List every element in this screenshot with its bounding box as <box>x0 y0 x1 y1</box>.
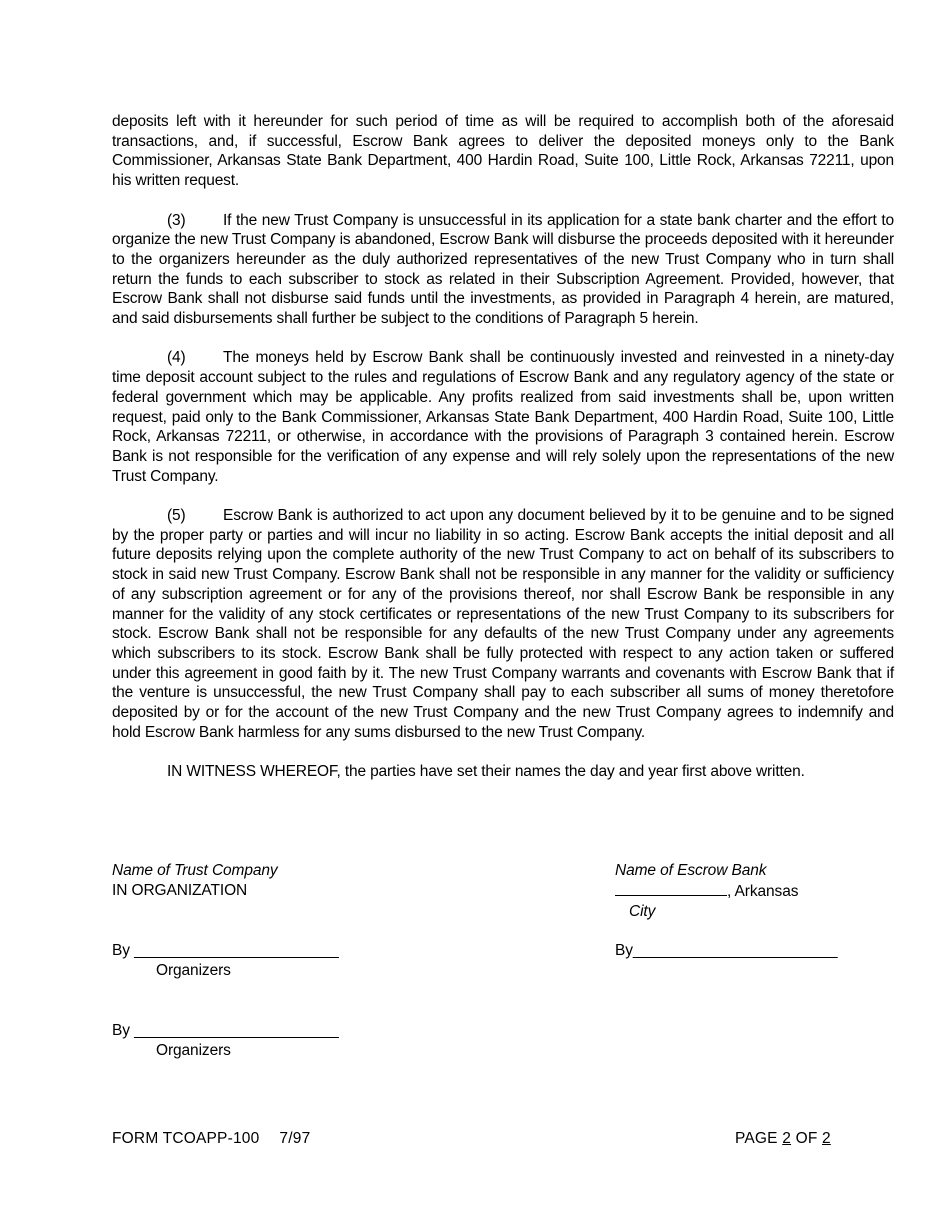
paragraph-text: The moneys held by Escrow Bank shall be continuously invested and reinvested in a ninety-day time deposit account subject to the rules and regulations of Escrow Bank and any regulatory agency of the state or federal government which may be applicable. Any profits realized from said investments shall be, upon written request, paid only to the Bank Commissioner, Arkansas State Bank Department, 400 Hardin Road, Suite 100, Little Rock, Arkansas 72211, or otherwise, in accordance with the provisions of Paragraph 3 contained herein. Escrow Bank is not responsible for the verification of any expense and will rely solely upon the representations of the new Trust Company. <box>112 349 894 485</box>
total-pages: 2 <box>822 1130 831 1147</box>
paragraph-5 <box>112 506 894 742</box>
form-footer <box>112 1130 310 1148</box>
witness-clause: IN WITNESS WHEREOF, the parties have set their names the day and year first above written. <box>167 763 805 781</box>
page-of: OF <box>791 1130 822 1147</box>
paragraph-4 <box>112 348 894 486</box>
paragraph-3 <box>112 211 894 329</box>
city-state-line <box>615 881 798 902</box>
organizers-label: Organizers <box>156 962 231 979</box>
state-suffix: , Arkansas <box>727 883 799 900</box>
form-date: 7/97 <box>279 1130 311 1147</box>
in-organization-label: IN ORGANIZATION <box>112 882 248 899</box>
paragraph-number: (4) <box>167 349 186 367</box>
escrow-bank-signature-block <box>615 861 798 922</box>
paragraph-text: Escrow Bank is authorized to act upon any document believed by it to be genuine and to be signed by the proper party or parties and will incur no liability in so acting. Escrow Bank accepts the initial deposit and all future deposits relying upon the complete authority of the new Trust Company to act on behalf of its subscribers to stock in said new Trust Company. Escrow Bank shall not be responsible in any manner for the validity or sufficiency of any subscription agreement or for any of the provisions thereof, nor shall Escrow Bank be responsible in any manner for the validity of any stock certificates or representations of the new Trust Company to its subscribers for stock. Escrow Bank shall not be responsible for any defaults of the new Trust Company under any agreements which subscribers to its stock. Escrow Bank shall be fully protected with respect to any action taken or suffered under this agreement in good faith by it. The new Trust Company warrants and covenants with Escrow Bank that if the venture is unsuccessful, the new Trust Company shall pay to each subscriber all sums of money theretofore deposited by or for the account of the new Trust Company and the new Trust Company agrees to indemnify and hold Escrow Bank harmless for any sums disbursed to the new Trust Company. <box>112 507 894 741</box>
organizer-signature-line[interactable]: By ________________________ <box>112 942 339 959</box>
trust-company-name-label: Name of Trust Company <box>112 862 278 879</box>
organizer-signature-line[interactable]: By ________________________ <box>112 1022 339 1039</box>
paragraph-number: (3) <box>167 211 186 229</box>
trust-company-signature-block <box>112 861 278 901</box>
page-number <box>735 1130 831 1148</box>
city-blank[interactable] <box>615 881 727 896</box>
page-prefix: PAGE <box>735 1130 783 1147</box>
organizer-signature-2 <box>112 1021 339 1061</box>
escrow-bank-signature-line[interactable]: By________________________ <box>615 942 838 959</box>
form-id: FORM TCOAPP-100 <box>112 1130 260 1147</box>
current-page: 2 <box>782 1130 792 1147</box>
city-label: City <box>629 903 656 920</box>
organizers-label: Organizers <box>156 1042 231 1059</box>
document-body <box>112 112 894 782</box>
paragraph-text: If the new Trust Company is unsuccessful in its application for a state bank charter and the effort to organize the new Trust Company is abandoned, Escrow Bank will disburse the proceeds deposited with it hereunder to the organizers hereunder as the duly authorized representatives of the new Trust Company who in turn shall return the funds to each subscriber to stock as related in their Subscription Agreement. Provided, however, that Escrow Bank shall not disburse said funds until the investments, as provided in Paragraph 4 herein, are matured, and said disbursements shall further be subject to the conditions of Paragraph 5 herein. <box>112 211 894 328</box>
paragraph-number: (5) <box>167 507 186 525</box>
escrow-bank-signature <box>615 941 837 961</box>
continuation-paragraph: deposits left with it hereunder for such period of time as will be required to accomplish both of the aforesaid transactions, and, if successful, Escrow Bank agrees to deliver the deposited moneys only to the Bank Commissioner, Arkansas State Bank Department, 400 Hardin Road, Suite 100, Little Rock, Arkansas 72211, upon his written request. <box>112 113 894 190</box>
escrow-bank-name-label: Name of Escrow Bank <box>615 862 767 879</box>
organizer-signature-1 <box>112 941 339 981</box>
